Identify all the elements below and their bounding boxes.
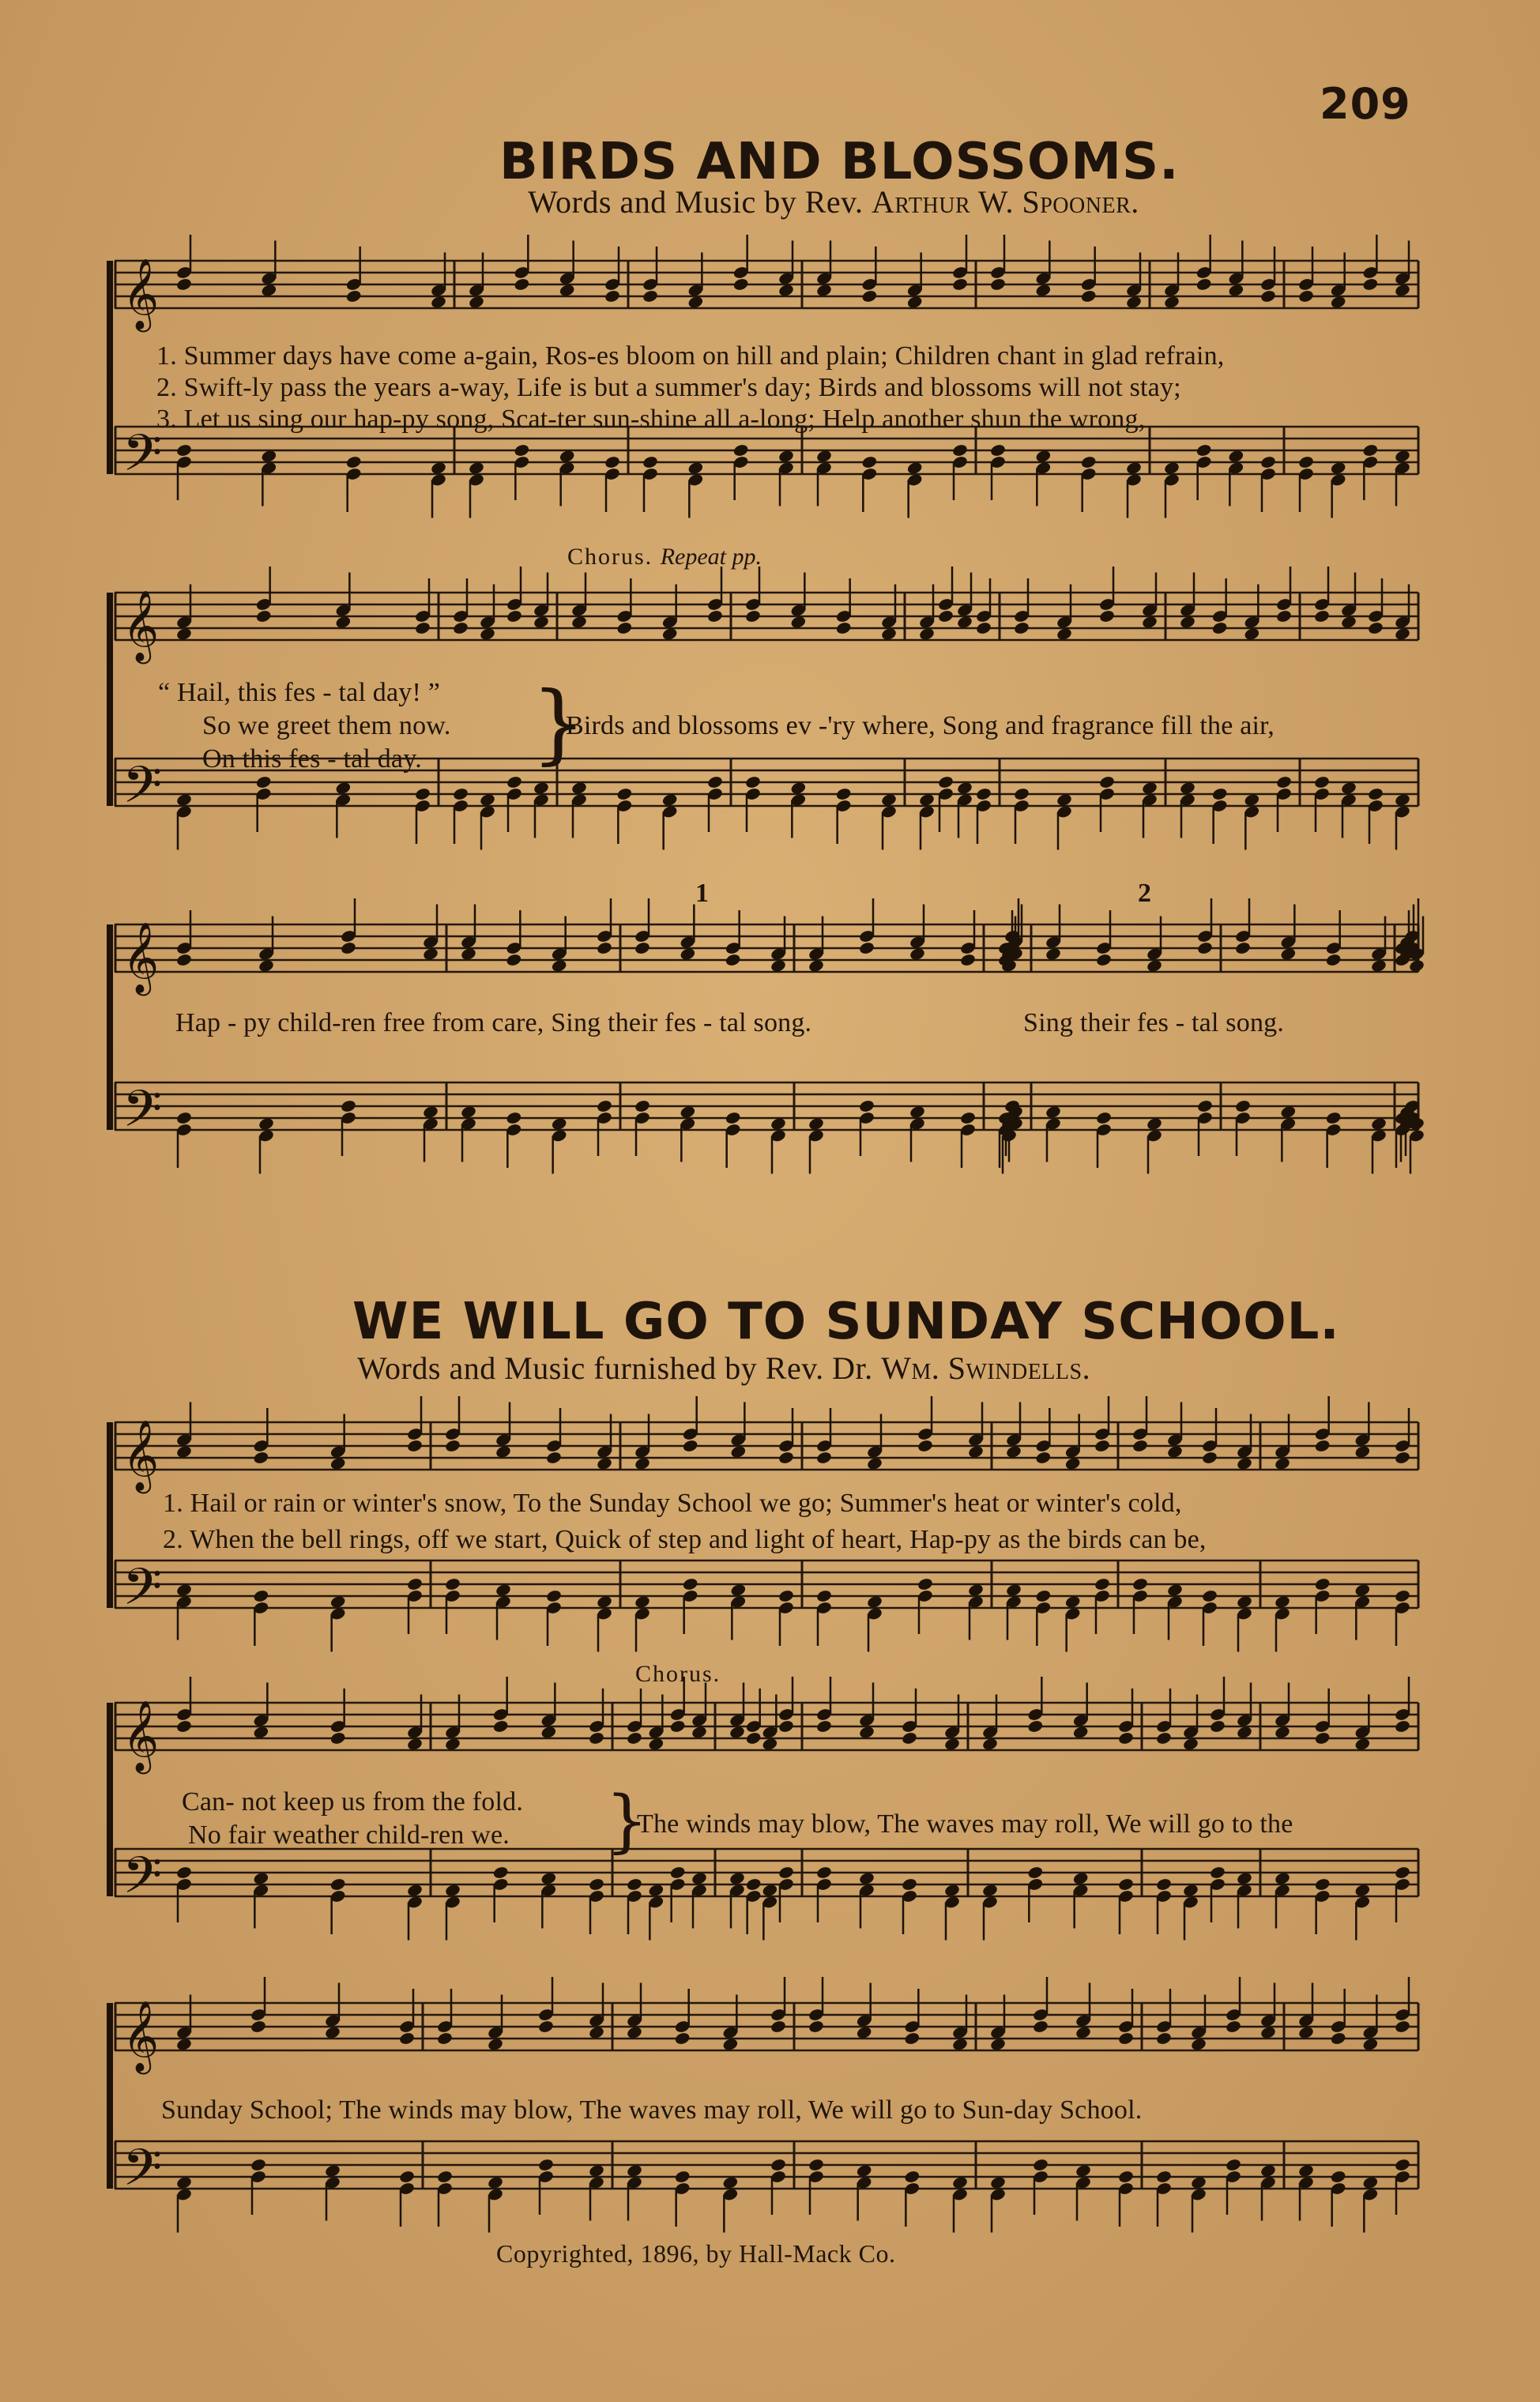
credit-prefix: Words and Music furnished by Rev. Dr. xyxy=(357,1350,873,1386)
note-head xyxy=(1201,1589,1218,1603)
note-head xyxy=(706,775,723,789)
note-head xyxy=(626,1877,642,1892)
note-head xyxy=(1367,787,1384,801)
note-head xyxy=(904,2031,921,2046)
staff xyxy=(115,1396,1418,1494)
note-head xyxy=(815,1719,832,1734)
note-head xyxy=(1131,1577,1148,1591)
note-head xyxy=(537,2158,554,2172)
credit-author: Wm. Swindells. xyxy=(881,1350,1091,1386)
ending-text: Hap - py child-ren free from care, Sing their fes - tal song. xyxy=(175,1008,812,1037)
staff xyxy=(115,2139,1418,2233)
chorus-label-text: Chorus. xyxy=(567,544,653,570)
chorus-direction: Repeat pp. xyxy=(660,544,762,570)
note-head xyxy=(937,775,954,789)
note-head xyxy=(616,787,633,801)
note-head xyxy=(1117,1731,1134,1745)
note-head xyxy=(340,941,356,955)
note-head xyxy=(1035,1589,1052,1603)
note-head xyxy=(345,455,362,469)
note-head xyxy=(937,609,954,623)
note-head xyxy=(725,1111,741,1125)
note-head xyxy=(175,1719,192,1734)
note-head xyxy=(669,1719,686,1734)
note-head xyxy=(398,2031,415,2046)
note-head xyxy=(175,1866,192,1880)
note-head xyxy=(1080,289,1097,303)
note-head xyxy=(1313,609,1330,623)
note-head xyxy=(340,1099,356,1113)
refrain-line-1: “ Hail, this fes - tal day! ” xyxy=(158,678,441,707)
note-head xyxy=(444,1577,461,1591)
note-head xyxy=(1314,1577,1331,1591)
lyric-brace: } xyxy=(531,672,586,774)
note-head xyxy=(808,2020,824,2034)
note-head xyxy=(604,289,620,303)
second-ending-mark: 2 xyxy=(1138,879,1151,908)
song-title-we-will-go-to-sunday-school: WE WILL GO TO SUNDAY SCHOOL. xyxy=(352,1293,1340,1351)
note-head xyxy=(674,2031,691,2046)
note-head xyxy=(1209,1719,1226,1734)
refrain-line-2: No fair weather child-ren we. xyxy=(188,1820,510,1850)
note-head xyxy=(1117,1877,1134,1892)
note-head xyxy=(537,2020,554,2034)
note-head xyxy=(506,1111,522,1125)
note-head xyxy=(1032,2158,1049,2172)
note-head xyxy=(545,1589,562,1603)
note-head xyxy=(1201,1451,1218,1465)
note-head xyxy=(904,2170,921,2184)
note-head xyxy=(778,1866,794,1880)
note-head xyxy=(250,2020,266,2034)
note-head xyxy=(917,1439,933,1453)
treble-clef: 𝄞 xyxy=(122,1420,160,1491)
note-head xyxy=(604,455,620,469)
chorus-text: Birds and blossoms ev -'ry where, Song and fragrance fill the air, xyxy=(566,711,1275,740)
note-head xyxy=(1394,1866,1410,1880)
note-head xyxy=(975,621,992,635)
verse-line-2: 2. When the bell rings, off we start, Quick of step and light of heart, Hap-py as the birds can be, xyxy=(163,1525,1207,1554)
note-head xyxy=(514,277,530,292)
note-head xyxy=(682,1577,698,1591)
staff xyxy=(115,235,1418,333)
note-head xyxy=(1297,289,1314,303)
note-head xyxy=(642,289,658,303)
note-head xyxy=(626,1731,642,1745)
note-head xyxy=(770,2020,786,2034)
note-head xyxy=(744,609,761,623)
note-head xyxy=(255,775,272,789)
note-head xyxy=(1094,1439,1110,1453)
staff xyxy=(115,1977,1418,2075)
note-head xyxy=(1095,953,1112,967)
note-head xyxy=(588,1731,604,1745)
note-head xyxy=(745,1877,762,1892)
note-head xyxy=(329,1877,346,1892)
note-head xyxy=(596,1099,612,1113)
note-head xyxy=(1094,1577,1110,1591)
note-head xyxy=(1259,289,1276,303)
bass-clef: 𝄢 xyxy=(122,1080,163,1151)
note-head xyxy=(514,443,530,457)
note-head xyxy=(345,289,362,303)
staff xyxy=(115,567,1418,665)
note-head xyxy=(725,953,741,967)
verse-line-2: 2. Swift-ly pass the years a-way, Life is but a summer's day; Birds and blossoms will not stay; xyxy=(156,373,1181,402)
note-head xyxy=(1325,1111,1342,1125)
note-head xyxy=(250,2158,266,2172)
note-head xyxy=(452,621,469,635)
note-head xyxy=(1209,1866,1226,1880)
note-head xyxy=(1035,1451,1052,1465)
note-head xyxy=(1027,1866,1044,1880)
note-head xyxy=(901,1731,917,1745)
note-head xyxy=(1211,787,1228,801)
note-head xyxy=(175,953,192,967)
note-head xyxy=(1098,775,1115,789)
note-head xyxy=(858,941,875,955)
note-head xyxy=(1013,787,1030,801)
staff xyxy=(115,1847,1418,1941)
note-head xyxy=(1155,1731,1172,1745)
note-head xyxy=(616,621,633,635)
note-head xyxy=(1330,2031,1346,2046)
refrain-line-2: So we greet them now. xyxy=(202,711,451,740)
note-head xyxy=(951,443,968,457)
bass-clef: 𝄢 xyxy=(122,756,163,827)
note-head xyxy=(642,455,658,469)
note-head xyxy=(917,1577,933,1591)
chorus-text: The winds may blow, The waves may roll, We will go to the xyxy=(637,1809,1293,1839)
note-head xyxy=(835,621,852,635)
note-head xyxy=(1314,1877,1331,1892)
note-head xyxy=(1234,1099,1251,1113)
note-head xyxy=(1314,1439,1331,1453)
note-head xyxy=(1155,2170,1172,2184)
treble-clef: 𝄞 xyxy=(122,258,160,329)
note-head xyxy=(744,775,761,789)
note-head xyxy=(901,1877,917,1892)
note-head xyxy=(778,1589,794,1603)
credit-prefix: Words and Music by Rev. xyxy=(528,184,864,220)
chorus-label: Chorus. xyxy=(635,1661,721,1687)
verse-line-1: 1. Summer days have come a-gain, Ros-es bloom on hill and plain; Children chant in glad refrain, xyxy=(156,341,1225,371)
bass-clef: 𝄢 xyxy=(122,1847,163,1918)
note-head xyxy=(1313,775,1330,789)
note-head xyxy=(1362,277,1379,292)
note-head xyxy=(835,787,852,801)
song-credit xyxy=(528,183,1139,220)
treble-clef: 𝄞 xyxy=(122,590,160,661)
note-head xyxy=(596,941,612,955)
note-head xyxy=(1225,2020,1241,2034)
refrain-line-3: On this fes - tal day. xyxy=(202,744,422,774)
note-head xyxy=(770,2158,786,2172)
note-head xyxy=(1367,621,1384,635)
note-head xyxy=(1155,1877,1172,1892)
note-head xyxy=(682,1439,698,1453)
note-head xyxy=(706,609,723,623)
note-head xyxy=(732,443,749,457)
first-ending-mark: 1 xyxy=(695,879,709,908)
bass-clef: 𝄢 xyxy=(122,1558,163,1629)
note-head xyxy=(1325,953,1342,967)
note-head xyxy=(452,787,469,801)
note-head xyxy=(1394,2158,1410,2172)
note-head xyxy=(674,2170,691,2184)
note-head xyxy=(255,609,272,623)
note-head xyxy=(1297,455,1314,469)
note-head xyxy=(1195,443,1212,457)
note-head xyxy=(506,953,522,967)
staff xyxy=(115,1677,1418,1775)
note-head xyxy=(778,1451,794,1465)
note-head xyxy=(808,2158,824,2172)
note-head xyxy=(406,1439,423,1453)
note-head xyxy=(1117,2031,1134,2046)
note-head xyxy=(1098,609,1115,623)
note-head xyxy=(1225,2158,1241,2172)
note-head xyxy=(778,1719,794,1734)
verse-line-3: 3. Let us sing our hap-py song, Scat-ter sun-shine all a-long; Help another shun the wrong, xyxy=(156,405,1146,434)
treble-clef: 𝄞 xyxy=(122,1700,160,1771)
note-head xyxy=(1275,609,1292,623)
note-head xyxy=(545,1451,562,1465)
note-head xyxy=(1362,443,1379,457)
note-head xyxy=(406,1577,423,1591)
verse-line-1: 1. Hail or rain or winter's snow, To the Sunday School we go; Summer's heat or winter's cold, xyxy=(163,1489,1182,1518)
note-head xyxy=(414,787,431,801)
note-head xyxy=(951,277,968,292)
note-head xyxy=(175,277,192,292)
note-head xyxy=(175,443,192,457)
note-head xyxy=(634,1099,650,1113)
bass-clef: 𝄢 xyxy=(122,2139,163,2210)
note-head xyxy=(669,1866,686,1880)
note-head xyxy=(1394,1719,1410,1734)
treble-clef: 𝄞 xyxy=(122,922,160,993)
staff xyxy=(115,424,1418,518)
note-head xyxy=(815,1589,832,1603)
lyric-brace: } xyxy=(605,1782,649,1861)
chorus-label xyxy=(567,544,762,570)
note-head xyxy=(1095,1111,1112,1125)
note-head xyxy=(506,775,522,789)
note-head xyxy=(1155,2031,1172,2046)
note-head xyxy=(175,1111,192,1125)
note-head xyxy=(414,621,431,635)
note-head xyxy=(492,1719,509,1734)
note-head xyxy=(329,1731,346,1745)
song-title-birds-and-blossoms: BIRDS AND BLOSSOMS. xyxy=(499,133,1180,191)
note-head xyxy=(1394,1589,1410,1603)
note-head xyxy=(398,2170,415,2184)
staff xyxy=(115,1558,1418,1652)
note-head xyxy=(436,2031,453,2046)
note-head xyxy=(1131,1439,1148,1453)
treble-clef: 𝄞 xyxy=(122,2001,160,2072)
page-number: 209 xyxy=(1320,79,1411,129)
note-head xyxy=(436,2170,453,2184)
note-head xyxy=(959,1111,976,1125)
note-head xyxy=(492,1866,509,1880)
note-head xyxy=(1211,621,1228,635)
note-head xyxy=(1275,775,1292,789)
note-head xyxy=(588,1877,604,1892)
note-head xyxy=(861,289,878,303)
note-head xyxy=(858,1099,875,1113)
note-head xyxy=(975,787,992,801)
note-head xyxy=(506,609,522,623)
note-head xyxy=(1117,2170,1134,2184)
bass-clef: 𝄢 xyxy=(122,424,163,495)
note-head xyxy=(745,1731,762,1745)
note-head xyxy=(1394,2020,1410,2034)
note-head xyxy=(1330,2170,1346,2184)
note-head xyxy=(732,277,749,292)
note-head xyxy=(1196,1099,1213,1113)
note-head xyxy=(989,277,1006,292)
copyright-line: Copyrighted, 1896, by Hall-Mack Co. xyxy=(496,2239,896,2268)
note-head xyxy=(815,1866,832,1880)
note-head xyxy=(253,1589,269,1603)
note-head xyxy=(1027,1719,1044,1734)
note-head xyxy=(1196,941,1213,955)
note-head xyxy=(1394,1451,1410,1465)
note-head xyxy=(634,941,650,955)
note-head xyxy=(1314,1731,1331,1745)
note-head xyxy=(861,455,878,469)
note-head xyxy=(989,443,1006,457)
credit-author: Arthur W. Spooner. xyxy=(872,184,1139,220)
note-head xyxy=(1259,455,1276,469)
ending-repeat-text: Sing their fes - tal song. xyxy=(1023,1008,1285,1037)
note-head xyxy=(1032,2020,1049,2034)
note-head xyxy=(815,1451,832,1465)
staff xyxy=(115,1080,1425,1174)
staff xyxy=(115,898,1425,996)
note-head xyxy=(959,953,976,967)
note-head xyxy=(1013,621,1030,635)
refrain-line-1: Can- not keep us from the fold. xyxy=(182,1787,524,1817)
note-head xyxy=(1080,455,1097,469)
note-head xyxy=(444,1439,461,1453)
final-text: Sunday School; The winds may blow, The waves may roll, We will go to Sun-day School. xyxy=(161,2095,1143,2125)
note-head xyxy=(1195,277,1212,292)
song-credit xyxy=(357,1350,1090,1387)
note-head xyxy=(253,1451,269,1465)
note-head xyxy=(1234,941,1251,955)
